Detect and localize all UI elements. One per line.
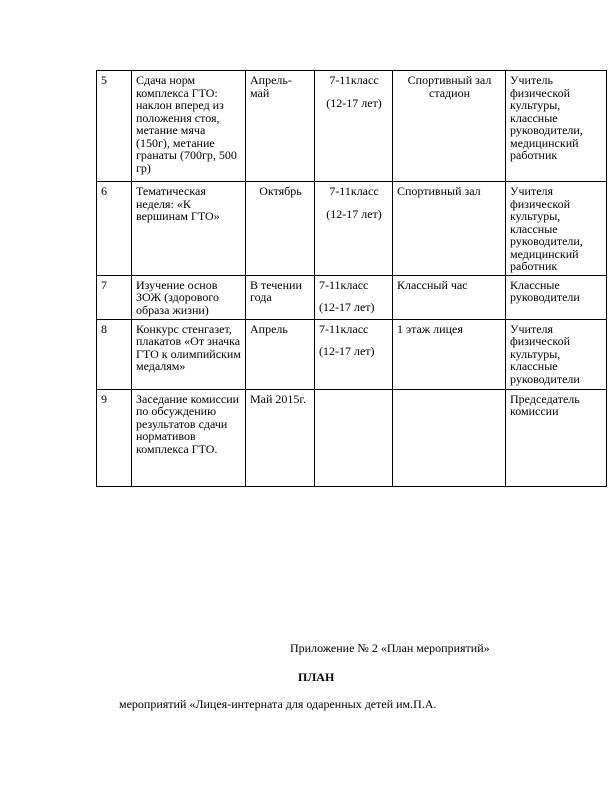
place-cell: Классный час — [393, 275, 506, 319]
event-cell: Сдача норм комплекса ГТО: наклон вперед из положения стоя, метание мяча (150г), метание гранаты (700гр, 500 гр) — [132, 71, 246, 182]
grade-text: 7-11класс — [329, 73, 379, 87]
responsible-cell: Классные руководители — [506, 275, 607, 319]
place-cell: Спортивный зал — [393, 182, 506, 276]
table-row — [97, 71, 607, 182]
row-number: 8 — [97, 319, 132, 389]
table-row — [97, 275, 607, 319]
grade-text: 7-11класс — [329, 184, 379, 198]
responsible-cell: Учитель физической культуры, классные руководители, медицинский работник — [506, 71, 607, 182]
plan-heading: ПЛАН — [298, 670, 335, 684]
grade-text: 7-11класс — [319, 277, 369, 292]
events-table — [96, 70, 607, 487]
event-cell: Тематическая неделя: «К вершинам ГТО» — [132, 182, 246, 276]
date-cell: Апрель — [246, 319, 315, 389]
table-row — [97, 389, 607, 486]
participants-cell — [315, 319, 393, 389]
responsible-cell: Учителя физической культуры, классные руководители, медицинский работник — [506, 182, 607, 276]
event-cell: Заседание комиссии по обсуждению результатов сдачи нормативов комплекса ГТО. — [132, 389, 246, 486]
age-text: (12-17 лет) — [326, 95, 382, 110]
plan-subtitle: мероприятий «Лицея-интерната для одаренных детей им.П.А. — [119, 697, 437, 711]
age-text: (12-17 лет) — [319, 300, 375, 314]
participants-cell — [315, 71, 393, 182]
date-cell: Октябрь — [246, 182, 315, 276]
table-row — [97, 319, 607, 389]
participants-cell — [315, 182, 393, 276]
row-number: 9 — [97, 389, 132, 486]
place-cell — [393, 389, 506, 486]
responsible-cell: Учителя физической культуры, классные руководители — [506, 319, 607, 389]
responsible-cell: Председатель комиссии — [506, 389, 607, 486]
grade-text: 7-11класс — [319, 321, 369, 336]
participants-cell — [315, 275, 393, 319]
row-number: 5 — [97, 71, 132, 182]
appendix-caption: Приложение № 2 «План мероприятий» — [290, 641, 490, 655]
participants-cell — [315, 389, 393, 486]
event-cell: Изучение основ ЗОЖ (здорового образа жизни) — [132, 275, 246, 319]
date-cell: В течении года — [246, 275, 315, 319]
place-cell: Спортивный зал стадион — [393, 71, 506, 182]
row-number: 6 — [97, 182, 132, 276]
date-cell: Май 2015г. — [246, 389, 315, 486]
age-text: (12-17 лет) — [319, 344, 375, 358]
age-text: (12-17 лет) — [326, 206, 382, 221]
date-cell: Апрель-май — [246, 71, 315, 182]
place-cell: 1 этаж лицея — [393, 319, 506, 389]
table-row — [97, 182, 607, 276]
event-cell: Конкурс стенгазет, плакатов «От значка ГТО к олимпийским медалям» — [132, 319, 246, 389]
row-number: 7 — [97, 275, 132, 319]
